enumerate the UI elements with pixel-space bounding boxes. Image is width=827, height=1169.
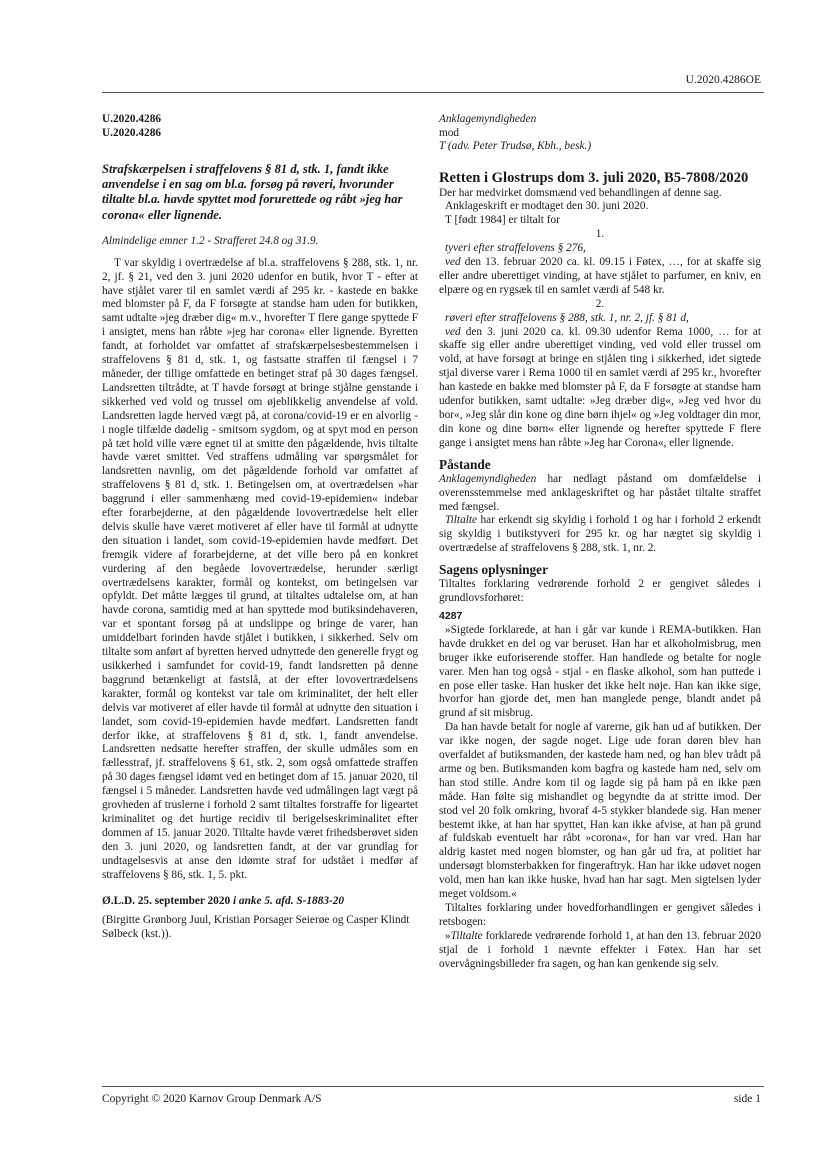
charge-body: den 3. juni 2020 ca. kl. 09.30 udenfor Rema 1000, … for at skaffe sig eller andre uberettiget vinding, ved vold eller trussel om vold, at have forsøgt at bringe en stjålen ting i sikkerhed, idet sigtede stjal diverse varer i Rema 1000 til en samlet værdi af 295 kr., hvorefter han kastede en bakke med blomster på F, da F forsøgte at standse ham udenfor butikken, samt udtalte: »Jeg dræber dig«, »Jeg ved hvor du bor«, »Jeg slår din kone og dine børn ihjel« og »Jeg voldtager din mor, din kone og dine børn« eller lignende og herefter spyttede F flere gange i ansigtet mens han råbte »Jeg har Corona«, eller lignende.	[439, 325, 761, 449]
page-marker-badge: 4287	[439, 609, 463, 622]
left-column	[102, 113, 418, 942]
paragraph	[439, 514, 761, 556]
claim-body: har nedlagt påstand om domfældelse i overensstemmelse med anklageskriftet og har påstået tiltalte straffet med fængsel.	[439, 472, 761, 513]
section-heading-claims: Påstande	[439, 456, 491, 472]
charge-number: 2.	[595, 297, 605, 310]
statement-body: forklarede vedrørende forhold 1, at han den 13. februar 2020 stjal de i forhold 1 nævnte effekter i Føtex. Han har set overvågningsbilleder fra sagen, og han kan genkende sig selv.	[439, 929, 761, 970]
paragraph	[439, 930, 761, 972]
case-title: Retten i Glostrups dom 3. juli 2020, B5-7808/2020	[439, 169, 749, 186]
statement-party: Tiltalte	[450, 929, 483, 942]
claim-body: har erkendt sig skyldig i forhold 1 og har i forhold 2 erkendt sig skyldig i butikstyveri for 295 kr. og har nægtet sig skyldig i overtrædelse af straffelovens § 288, stk. 1, nr. 2.	[439, 514, 761, 555]
right-column	[439, 113, 761, 972]
footer-copyright: Copyright © 2020 Karnov Group Denmark A/S	[102, 1093, 322, 1105]
charge-heading: tyveri efter straffelovens § 276,	[445, 242, 586, 255]
quoted-statement: »Sigtede forklarede, at han i går var kunde i REMA-butikken. Han havde drukket en del og var beruset. Han har et alkoholmisbrug, men bruger ikke euforiserende stoffer. Han handlede og betalte for nogle varer. Men han tog også - stjal - en flaske alkohol, som han puttede i en pose eller taske. Han husker det ikke helt nøje. Han kan ikke sige, hvorfor han gjorde det, men han manglede penge, blandt andet på grund af sit misbrug.	[439, 623, 761, 720]
charge-ved: ved	[445, 256, 461, 269]
charge-number: 1.	[595, 228, 605, 241]
footer-page-number: side 1	[733, 1093, 761, 1105]
paragraph	[439, 473, 761, 515]
paragraph: T [født 1984] er tiltalt for	[445, 214, 560, 227]
party-prosecution: Anklagemyndigheden	[439, 113, 537, 125]
charge-ved: ved	[445, 325, 461, 338]
subject-categories: Almindelige emner 1.2 - Strafferet 24.8 og 31.9.	[102, 234, 319, 247]
charge-text	[439, 256, 761, 298]
charge-body: den 13. februar 2020 ca. kl. 09.15 i Føtex, …, for at skaffe sig eller andre uberettiget vinding, at have stjålet to parfumer, en kniv, en elpære og en rygsæk til en samlet værdi af 548 kr.	[439, 256, 761, 296]
judges: (Birgitte Grønborg Juul, Kristian Porsager Seierøe og Casper Klindt Sølbeck (kst.)).	[102, 914, 410, 941]
footer-rule	[102, 1086, 764, 1087]
header-rule	[102, 92, 764, 93]
claim-party: Anklagemyndigheden	[439, 472, 537, 485]
headline: Strafskærpelsen i straffelovens § 81 d, stk. 1, fandt ikke anvendelse i en sag om bl.a. forsøg på røveri, hvorunder tiltalte bl.a. havde spyttet mod forurettede og råbt »jeg har corona« eller lignende.	[102, 162, 403, 222]
quoted-statement: Da han havde betalt for nogle af varerne, gik han ud af butikken. Der var ikke nogen, der sagde noget. Lige ude foran døren blev han overfaldet af butiksmanden, der kastede ham ned, og han blev trådt på arme og ben. Butiksmanden kom bagfra og kastede ham ned, selv om han stod stille. Andre kom til og lagde sig på ham på en ikke pæn måde. Han følte sig mishandlet og begyndte da at stritte imod. Der stod vel 20 folk omkring, hvoraf 4-5 stykker blandede sig. Han mener bestemt ikke, at han har spyttet, Han kan ikke afvise, at han på grund af fuldskab eventuelt har råbt »corona«, for han var vred. Han har aldrig kastet med nogen blomster, og han går ud fra, at politiet har undersøgt blomsterbakken for fingeraftryk. Han har ikke udøvet nogen vold, men han kan ikke huske, hvad han har sagt. Men sigtelsen lyder meget voldsom.«	[439, 721, 761, 901]
paragraph: Tiltaltes forklaring under hovedforhandlingen er gengivet således i retsbogen:	[439, 902, 761, 928]
party-versus: mod	[439, 126, 460, 139]
section-heading-facts: Sagens oplysninger	[439, 562, 548, 578]
reference-line: U.2020.4286	[102, 113, 161, 125]
case-summary: T var skyldig i overtrædelse af bl.a. straffelovens § 288, stk. 1, nr. 2, jf. § 21, ved den 3. juni 2020 udenfor en butik, hvor T - efter at have stjålet varer til en samlet værdi af 295 kr. - kastede en bakke med blomster på F, da F forsøgte at standse ham uden for butikken, samt udtalte »jeg dræber dig« m.v., hvorefter T flere gange spyttede F i ansigtet, mens han råbte »jeg har corona« eller lignende. Byretten fandt, at forholdet var omfattet af strafskærpelsesbestemmelsen i straffelovens § 81 d, stk. 1, og fastsatte straffen til fængsel i 7 måneder, der tillige omfattede en betinget straf på 30 dages fængsel. Landsretten tiltrådte, at T havde forsøgt at bringe stjålne genstande i sikkerhed ved vold og trussel om øjeblikkelig anvendelse af vold. Landsretten lagde herved vægt på, at corona/covid-19 er en alvorlig - i nogle tilfælde dødelig - smitsom sygdom, og at spyt mod en person på tæt hold ville være egnet til at smitte den pågældende, hvis tiltalte havde været smittet. Ved straffens udmåling var spørgsmålet for landsretten navnlig, om det pågældende forhold var omfattet af straffelovens § 81 d, stk. 1. Betingelsen om, at overtrædelsen »har baggrund i eller sammenhæng med covid-19-epidemien« indebar efter forarbejderne, at den pågældende lovovertrædelse helt eller delvis skulle have været motiveret af eller have til formål at udnytte den situation i landet, som covid-19-epidemien havde medført. Det fremgik videre af forarbejderne, at det ville bero på en konkret vurdering af den begåede lovovertrædelse, herunder særligt overtrædelsens karakter, formål og kontekst, om betingelsen var opfyldt. Det måtte lægges til grund, at tiltaltes udtalelse om, at han havde corona, samtidig med at han spyttede mod butiksindehaveren, var et spontant forsøg på at undslippe og bringe de varer, han umiddelbart forinden havde stjålet i butikken, i sikkerhed. Selv om tiltalte som anført af byretten herved udnyttede den generelle frygt og usikkerhed i samfundet for covid-19, fandt landsretten på denne baggrund betænkeligt at fastslå, at der efter lovovertrædelsens karakter, formål og kontekst var tale om kriminalitet, der helt eller delvis var motiveret af eller havde til formål at udnytte den situation i landet, som covid-19-epidemien havde medført. Landsretten fandt derfor ikke, at straffelovens § 81 d, stk. 1, fandt anvendelse. Landsretten nedsatte herefter straffen, der skulle udmåles som en fællesstraf, jf. straffelovens § 61, stk. 2, som også omfattede straffen på 30 dages fængsel idømt ved en betinget dom af 15. januar 2020, til fængsel i 5 måneder. Landsretten havde ved udmålingen lagt vægt på grovheden af truslerne i forhold 2 samt tiltaltes forstraffe for ligeartet kriminalitet og det hurtige recidiv til berigelseskriminalitet efter dommen af 15. januar 2020. Tiltalte havde været frihedsberøvet siden den 3. juni 2020, og landsretten fandt, at der var grundlag for undtagelsesvis at anse den idømte straf for udstået i medfør af straffelovens § 86, stk. 1, 5. pkt.	[102, 256, 418, 881]
quote-mark: »	[445, 929, 451, 942]
court-date: Ø.L.D. 25. september 2020	[102, 894, 231, 907]
claim-party: Tiltalte	[445, 514, 478, 527]
page-header-reference: U.2020.4286OE	[685, 74, 761, 86]
paragraph: Der har medvirket domsmænd ved behandlingen af denne sag.	[439, 186, 722, 199]
court-decision	[102, 895, 418, 909]
charge-heading: røveri efter straffelovens § 288, stk. 1, nr. 2, jf. § 81 d,	[445, 311, 689, 324]
paragraph: Anklageskrift er modtaget den 30. juni 2020.	[445, 200, 649, 213]
reference-line: U.2020.4286	[102, 126, 161, 139]
charge-text	[439, 326, 761, 451]
court-case-number: i anke 5. afd. S-1883-20	[232, 894, 345, 907]
party-defendant: T (adv. Peter Trudsø, Kbh., besk.)	[439, 140, 592, 152]
paragraph: Tiltaltes forklaring vedrørende forhold 2 er gengivet således i grundlovsforhøret:	[439, 578, 761, 605]
